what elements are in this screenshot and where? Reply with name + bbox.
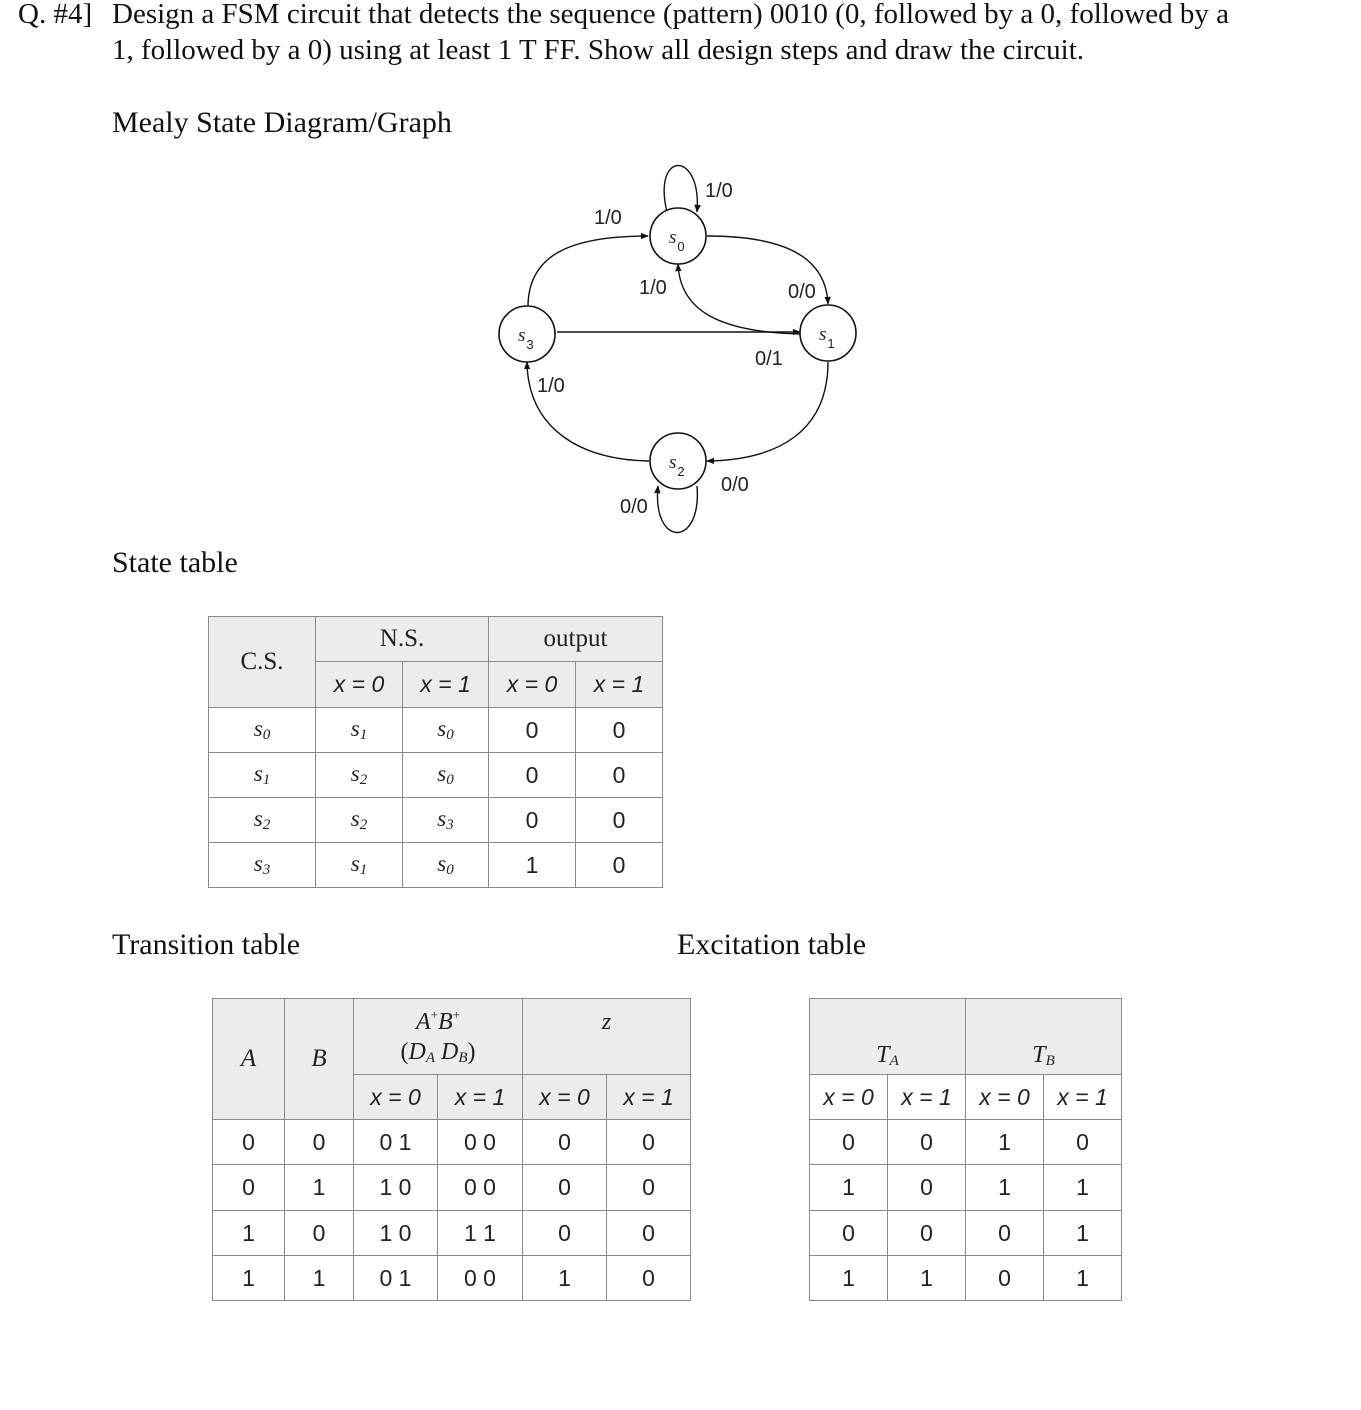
table-cell: 0 0: [438, 1165, 523, 1211]
table-cell: 1: [213, 1211, 285, 1256]
table-cell: 0 0: [438, 1256, 523, 1301]
header-b: B: [285, 999, 354, 1120]
out-x0-cell: 0: [489, 798, 576, 843]
header-ta-x1: x = 1: [888, 1075, 966, 1120]
table-row: [810, 1211, 1122, 1256]
label-s2-s3: 1/0: [537, 375, 565, 397]
ns-x0-cell: s1: [316, 843, 403, 888]
table-cell: 0: [810, 1211, 888, 1256]
header-out-x1: x = 1: [576, 662, 663, 708]
svg-text:s0: $s_0$: [669, 227, 685, 254]
table-cell: 1: [810, 1256, 888, 1301]
ns-x1-cell: s0: [403, 708, 489, 753]
table-cell: 1: [1044, 1256, 1122, 1301]
table-cell: 1: [888, 1256, 966, 1301]
table-row: [213, 1211, 691, 1256]
header-tb-x1: x = 1: [1044, 1075, 1122, 1120]
ns-x0-cell: s2: [316, 798, 403, 843]
header-tb: TB: [966, 999, 1122, 1075]
table-cell: 0: [607, 1120, 691, 1165]
table-cell: 1: [810, 1165, 888, 1211]
state-s1: [800, 305, 856, 361]
out-x1-cell: 0: [576, 753, 663, 798]
table-cell: 0: [607, 1165, 691, 1211]
table-cell: 0: [523, 1165, 607, 1211]
label-s2-self: 0/0: [620, 496, 648, 518]
table-cell: 0: [888, 1165, 966, 1211]
table-cell: 0: [523, 1211, 607, 1256]
cs-cell: s0: [209, 708, 316, 753]
table-row: [209, 798, 663, 843]
state-s3: [499, 306, 555, 362]
cs-cell: s1: [209, 753, 316, 798]
edge-s2-self: [657, 486, 697, 533]
out-x1-cell: 0: [576, 843, 663, 888]
table-cell: 1: [285, 1256, 354, 1301]
table-cell: 0: [213, 1165, 285, 1211]
header-z-x0: x = 0: [523, 1075, 607, 1120]
question-text-line-1: Design a FSM circuit that detects the sequence (pattern) 0010 (0, followed by a 0, followed by a: [112, 0, 1229, 30]
table-row: [810, 1165, 1122, 1211]
label-s3-s0: 1/0: [594, 207, 622, 229]
header-ns-x1: x = 1: [438, 1075, 523, 1120]
table-cell: 1: [966, 1165, 1044, 1211]
svg-text:s2: $s_2$: [669, 452, 685, 479]
edge-s1-s2: [707, 362, 828, 461]
table-cell: 0: [607, 1256, 691, 1301]
table-cell: 0: [810, 1120, 888, 1165]
out-x0-cell: 0: [489, 708, 576, 753]
out-x0-cell: 0: [489, 753, 576, 798]
out-x1-cell: 0: [576, 798, 663, 843]
label-s0-self: 1/0: [705, 180, 733, 202]
header-out-x0: x = 0: [489, 662, 576, 708]
table-row: [810, 1256, 1122, 1301]
table-cell: 0: [888, 1120, 966, 1165]
ns-x1-cell: s3: [403, 798, 489, 843]
header-z-x1: x = 1: [607, 1075, 691, 1120]
out-x1-cell: 0: [576, 708, 663, 753]
table-cell: 1: [966, 1120, 1044, 1165]
table-cell: 0: [1044, 1120, 1122, 1165]
state-s2: [650, 433, 706, 489]
question-text-line-2: 1, followed by a 0) using at least 1 T FF. Show all design steps and draw the circuit.: [112, 34, 1084, 66]
transition-table: [212, 998, 691, 1301]
ns-x0-cell: s1: [316, 708, 403, 753]
table-cell: 0: [285, 1120, 354, 1165]
question-number: Q. #4]: [18, 0, 93, 30]
ns-x1-cell: s0: [403, 843, 489, 888]
table-cell: 1: [213, 1256, 285, 1301]
edge-s3-s0: [528, 236, 648, 307]
table-cell: 1: [1044, 1211, 1122, 1256]
table-row: [810, 1120, 1122, 1165]
table-cell: 0: [523, 1120, 607, 1165]
state-table: [208, 616, 663, 888]
header-ns-x0: x = 0: [316, 662, 403, 708]
header-a: A: [213, 999, 285, 1120]
table-cell: 0: [607, 1211, 691, 1256]
header-ns-x0: x = 0: [354, 1075, 438, 1120]
svg-text:s1: $s_1$: [819, 324, 835, 351]
table-cell: 0 0: [438, 1120, 523, 1165]
table-row: [213, 1120, 691, 1165]
table-cell: 1 0: [354, 1211, 438, 1256]
table-cell: 0: [213, 1120, 285, 1165]
cs-cell: s3: [209, 843, 316, 888]
table-cell: 1 1: [438, 1211, 523, 1256]
header-output: output: [489, 617, 663, 662]
label-s0-s1: 0/0: [788, 281, 816, 303]
header-ta-x0: x = 0: [810, 1075, 888, 1120]
cs-cell: s2: [209, 798, 316, 843]
table-row: [209, 708, 663, 753]
out-x0-cell: 1: [489, 843, 576, 888]
transition-table-heading: Transition table: [112, 928, 301, 961]
table-row: [213, 1256, 691, 1301]
edge-s0-self: [664, 166, 697, 213]
table-cell: 1: [1044, 1165, 1122, 1211]
table-cell: 0 1: [354, 1120, 438, 1165]
header-ta: TA: [810, 999, 966, 1075]
mealy-state-diagram: [0, 0, 1361, 560]
ns-x1-cell: s0: [403, 753, 489, 798]
table-cell: 0: [966, 1211, 1044, 1256]
svg-text:s3: $s_3$: [518, 325, 534, 352]
mealy-diagram-heading: Mealy State Diagram/Graph: [112, 106, 452, 139]
table-cell: 0: [888, 1211, 966, 1256]
table-row: [213, 1165, 691, 1211]
state-table-heading: State table: [112, 546, 238, 579]
label-s3-s1: 0/1: [755, 348, 783, 370]
table-row: [209, 843, 663, 888]
header-next-state: N.S.: [316, 617, 489, 662]
header-next-state: A+B+ (DA DB): [354, 999, 523, 1075]
table-cell: 0: [966, 1256, 1044, 1301]
header-current-state: C.S.: [209, 617, 316, 708]
header-z: z: [523, 999, 691, 1075]
state-s0: [650, 208, 706, 264]
ns-x0-cell: s2: [316, 753, 403, 798]
table-cell: 1: [523, 1256, 607, 1301]
excitation-table: [809, 998, 1122, 1301]
excitation-table-heading: Excitation table: [677, 928, 867, 961]
table-cell: 1 0: [354, 1165, 438, 1211]
table-cell: 0: [285, 1211, 354, 1256]
table-row: [209, 753, 663, 798]
table-cell: 0 1: [354, 1256, 438, 1301]
label-s1-s0: 1/0: [639, 277, 667, 299]
table-cell: 1: [285, 1165, 354, 1211]
edge-s1-s0: [678, 264, 800, 334]
header-ns-x1: x = 1: [403, 662, 489, 708]
header-tb-x0: x = 0: [966, 1075, 1044, 1120]
label-s1-s2: 0/0: [721, 474, 749, 496]
